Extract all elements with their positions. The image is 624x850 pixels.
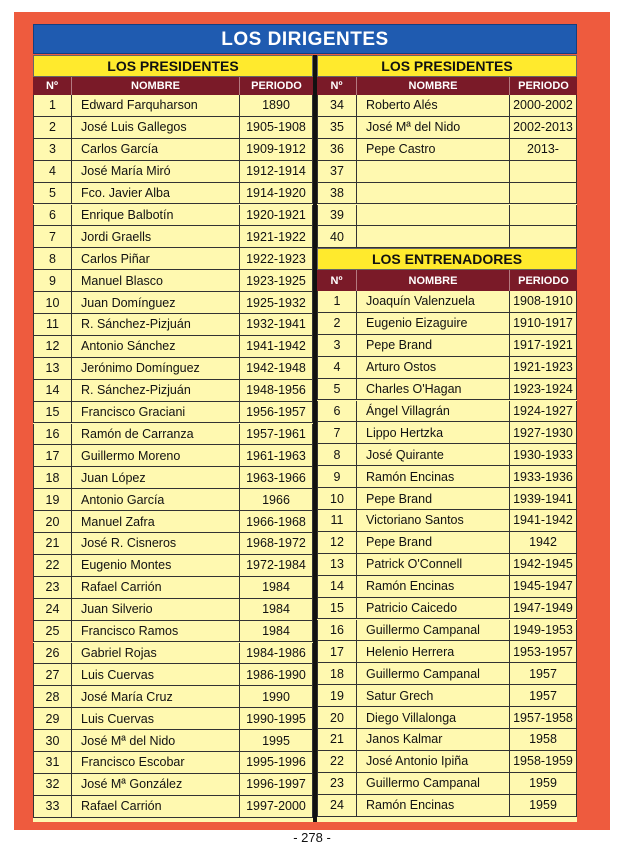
president-row xyxy=(317,183,577,205)
row-number: 15 xyxy=(33,402,72,424)
row-number: 2 xyxy=(33,117,72,139)
row-number: 10 xyxy=(33,292,72,314)
row-number: 8 xyxy=(317,444,357,466)
row-name xyxy=(357,226,510,248)
row-period: 1925-1932 xyxy=(240,292,313,314)
row-number: 24 xyxy=(317,795,357,817)
row-period: 1957-1961 xyxy=(240,424,313,446)
row-name: José R. Cisneros xyxy=(72,533,240,555)
coach-row xyxy=(317,357,577,379)
row-period: 1953-1957 xyxy=(510,641,577,663)
row-name: Juan Domínguez xyxy=(72,292,240,314)
coach-row xyxy=(317,510,577,532)
president-row xyxy=(317,226,577,248)
coach-row xyxy=(317,401,577,423)
row-name: Rafael Carrión xyxy=(72,796,240,818)
president-row xyxy=(33,511,313,533)
row-period: 1942 xyxy=(510,532,577,554)
president-row xyxy=(33,577,313,599)
row-number: 6 xyxy=(33,205,72,227)
row-number: 19 xyxy=(33,489,72,511)
president-row xyxy=(33,730,313,752)
row-name: Janos Kalmar xyxy=(357,729,510,751)
coach-row xyxy=(317,598,577,620)
row-number: 40 xyxy=(317,226,357,248)
row-period: 1958-1959 xyxy=(510,751,577,773)
row-number: 29 xyxy=(33,708,72,730)
row-period: 1905-1908 xyxy=(240,117,313,139)
row-period: 2000-2002 xyxy=(510,95,577,117)
row-period: 1984 xyxy=(240,599,313,621)
col-header-period: PERIODO xyxy=(251,80,302,92)
right-section-title-presidents: LOS PRESIDENTES xyxy=(317,55,577,77)
president-row xyxy=(33,664,313,686)
row-number: 10 xyxy=(317,488,357,510)
row-name: Charles O'Hagan xyxy=(357,379,510,401)
row-number: 13 xyxy=(33,358,72,380)
row-name: Victoriano Santos xyxy=(357,510,510,532)
row-period: 1948-1956 xyxy=(240,380,313,402)
president-row xyxy=(317,139,577,161)
row-name xyxy=(357,205,510,227)
coach-row xyxy=(317,532,577,554)
column-divider xyxy=(313,55,317,822)
president-row xyxy=(33,445,313,467)
row-number: 8 xyxy=(33,248,72,270)
row-number: 3 xyxy=(317,335,357,357)
row-name: Roberto Alés xyxy=(357,95,510,117)
coach-row xyxy=(317,576,577,598)
row-name: Manuel Blasco xyxy=(72,270,240,292)
row-period: 1923-1925 xyxy=(240,270,313,292)
row-period: 1923-1924 xyxy=(510,379,577,401)
row-period: 1997-2000 xyxy=(240,796,313,818)
col-header-period: PERIODO xyxy=(518,274,569,287)
page-number: - 278 - xyxy=(293,830,331,845)
row-name: Lippo Hertzka xyxy=(357,422,510,444)
row-number: 27 xyxy=(33,664,72,686)
coach-row xyxy=(317,663,577,685)
coach-row xyxy=(317,379,577,401)
president-row xyxy=(33,95,313,117)
row-period: 1927-1930 xyxy=(510,422,577,444)
row-number: 13 xyxy=(317,554,357,576)
row-number: 1 xyxy=(317,291,357,313)
coach-row xyxy=(317,641,577,663)
row-name: Pepe Brand xyxy=(357,335,510,357)
row-period: 1917-1921 xyxy=(510,335,577,357)
col-header-period: PERIODO xyxy=(518,80,569,92)
row-name: Juan López xyxy=(72,467,240,489)
row-name: Luis Cuervas xyxy=(72,708,240,730)
row-period xyxy=(510,183,577,205)
president-row xyxy=(33,314,313,336)
row-number: 18 xyxy=(33,467,72,489)
left-section-title: LOS PRESIDENTES xyxy=(33,55,313,77)
row-number: 22 xyxy=(317,751,357,773)
row-name: Enrique Balbotín xyxy=(72,205,240,227)
row-number: 25 xyxy=(33,621,72,643)
row-number: 9 xyxy=(317,466,357,488)
row-name: Fco. Javier Alba xyxy=(72,183,240,205)
row-number: 11 xyxy=(317,510,357,532)
coach-row xyxy=(317,554,577,576)
row-period: 1910-1917 xyxy=(510,313,577,335)
right-bottom-column-headers xyxy=(317,270,577,291)
row-period: 1961-1963 xyxy=(240,445,313,467)
row-name: Francisco Escobar xyxy=(72,752,240,774)
president-row xyxy=(33,270,313,292)
president-row xyxy=(33,533,313,555)
president-row xyxy=(33,489,313,511)
coach-row xyxy=(317,620,577,642)
president-row xyxy=(33,555,313,577)
row-name: Luis Cuervas xyxy=(72,664,240,686)
president-row xyxy=(33,621,313,643)
row-number: 12 xyxy=(33,336,72,358)
row-name: Carlos García xyxy=(72,139,240,161)
page-title: LOS DIRIGENTES xyxy=(33,24,577,54)
president-row xyxy=(317,205,577,227)
president-row xyxy=(33,292,313,314)
row-name: José Antonio Ipiña xyxy=(357,751,510,773)
row-name: Ramón de Carranza xyxy=(72,424,240,446)
row-period: 1957 xyxy=(510,663,577,685)
col-header-name: NOMBRE xyxy=(357,77,510,95)
row-period: 1939-1941 xyxy=(510,488,577,510)
row-name: R. Sánchez-Pizjuán xyxy=(72,314,240,336)
row-period: 1912-1914 xyxy=(240,161,313,183)
coach-row xyxy=(317,313,577,335)
president-row xyxy=(33,774,313,796)
row-name xyxy=(357,183,510,205)
row-period: 1908-1910 xyxy=(510,291,577,313)
coach-row xyxy=(317,751,577,773)
president-row xyxy=(33,424,313,446)
row-period: 1990-1995 xyxy=(240,708,313,730)
president-row xyxy=(33,205,313,227)
row-number: 22 xyxy=(33,555,72,577)
row-period: 1959 xyxy=(510,795,577,817)
row-number: 20 xyxy=(33,511,72,533)
right-top-column-headers xyxy=(317,77,577,95)
col-header-num: Nº xyxy=(317,77,357,95)
row-number: 34 xyxy=(317,95,357,117)
row-name: R. Sánchez-Pizjuán xyxy=(72,380,240,402)
row-name: Juan Silverio xyxy=(72,599,240,621)
row-period: 1990 xyxy=(240,686,313,708)
row-name: Eugenio Eizaguire xyxy=(357,313,510,335)
coach-row xyxy=(317,291,577,313)
row-period: 1966 xyxy=(240,489,313,511)
row-period: 1968-1972 xyxy=(240,533,313,555)
coach-row xyxy=(317,488,577,510)
row-period: 1922-1923 xyxy=(240,248,313,270)
row-name: José Mª del Nido xyxy=(72,730,240,752)
coach-row xyxy=(317,729,577,751)
row-period: 1957-1958 xyxy=(510,707,577,729)
row-name: Ramón Encinas xyxy=(357,795,510,817)
row-number: 9 xyxy=(33,270,72,292)
row-number: 31 xyxy=(33,752,72,774)
row-period: 1890 xyxy=(240,95,313,117)
president-row xyxy=(33,226,313,248)
row-name: Pepe Brand xyxy=(357,532,510,554)
row-period: 1945-1947 xyxy=(510,576,577,598)
row-period: 1914-1920 xyxy=(240,183,313,205)
president-row xyxy=(33,643,313,665)
row-name: José Luis Gallegos xyxy=(72,117,240,139)
row-name: Ángel Villagrán xyxy=(357,401,510,423)
president-row xyxy=(33,599,313,621)
row-name: José Mª González xyxy=(72,774,240,796)
row-period: 2013- xyxy=(510,139,577,161)
col-header-num: Nº xyxy=(317,270,357,291)
president-row xyxy=(33,686,313,708)
row-period: 1996-1997 xyxy=(240,774,313,796)
col-header-name: NOMBRE xyxy=(72,77,240,95)
row-number: 16 xyxy=(33,424,72,446)
row-number: 35 xyxy=(317,117,357,139)
row-period: 1966-1968 xyxy=(240,511,313,533)
row-name xyxy=(357,161,510,183)
left-column-headers xyxy=(33,77,313,95)
row-period: 1963-1966 xyxy=(240,467,313,489)
row-number: 38 xyxy=(317,183,357,205)
row-name: Carlos Piñar xyxy=(72,248,240,270)
row-period: 1921-1923 xyxy=(510,357,577,379)
row-name: Ramón Encinas xyxy=(357,576,510,598)
row-name: Gabriel Rojas xyxy=(72,643,240,665)
row-number: 3 xyxy=(33,139,72,161)
row-name: Rafael Carrión xyxy=(72,577,240,599)
row-name: Antonio Sánchez xyxy=(72,336,240,358)
president-row xyxy=(33,796,313,818)
row-number: 7 xyxy=(33,226,72,248)
row-name: Ramón Encinas xyxy=(357,466,510,488)
row-name: Manuel Zafra xyxy=(72,511,240,533)
row-number: 17 xyxy=(317,641,357,663)
row-period: 1957 xyxy=(510,685,577,707)
row-name: Francisco Ramos xyxy=(72,621,240,643)
row-number: 23 xyxy=(317,773,357,795)
row-period: 2002-2013 xyxy=(510,117,577,139)
row-number: 17 xyxy=(33,445,72,467)
coach-row xyxy=(317,444,577,466)
row-number: 39 xyxy=(317,205,357,227)
row-period: 1984 xyxy=(240,621,313,643)
row-number: 21 xyxy=(317,729,357,751)
president-row xyxy=(33,161,313,183)
row-name: Pepe Castro xyxy=(357,139,510,161)
president-row xyxy=(33,139,313,161)
col-header-name: NOMBRE xyxy=(357,270,510,291)
row-period: 1984-1986 xyxy=(240,643,313,665)
president-row xyxy=(33,248,313,270)
coach-row xyxy=(317,795,577,817)
row-number: 12 xyxy=(317,532,357,554)
row-period: 1949-1953 xyxy=(510,620,577,642)
row-number: 30 xyxy=(33,730,72,752)
row-period: 1909-1912 xyxy=(240,139,313,161)
row-period: 1942-1948 xyxy=(240,358,313,380)
row-number: 4 xyxy=(317,357,357,379)
row-number: 16 xyxy=(317,620,357,642)
row-number: 23 xyxy=(33,577,72,599)
row-period: 1995 xyxy=(240,730,313,752)
row-period: 1986-1990 xyxy=(240,664,313,686)
row-number: 7 xyxy=(317,422,357,444)
row-name: Guillermo Moreno xyxy=(72,445,240,467)
coach-row xyxy=(317,707,577,729)
coach-row xyxy=(317,335,577,357)
row-number: 33 xyxy=(33,796,72,818)
row-number: 28 xyxy=(33,686,72,708)
coach-row xyxy=(317,422,577,444)
row-period: 1921-1922 xyxy=(240,226,313,248)
president-row xyxy=(33,380,313,402)
president-row xyxy=(33,467,313,489)
row-name: Eugenio Montes xyxy=(72,555,240,577)
row-name: José María Miró xyxy=(72,161,240,183)
row-name: Helenio Herrera xyxy=(357,641,510,663)
row-name: Guillermo Campanal xyxy=(357,773,510,795)
row-period: 1942-1945 xyxy=(510,554,577,576)
row-number: 19 xyxy=(317,685,357,707)
president-row xyxy=(317,95,577,117)
row-name: Edward Farquharson xyxy=(72,95,240,117)
row-number: 32 xyxy=(33,774,72,796)
row-name: Jordi Graells xyxy=(72,226,240,248)
coach-row xyxy=(317,466,577,488)
row-name: Pepe Brand xyxy=(357,488,510,510)
row-period: 1947-1949 xyxy=(510,598,577,620)
row-period xyxy=(510,161,577,183)
row-period: 1924-1927 xyxy=(510,401,577,423)
row-period: 1933-1936 xyxy=(510,466,577,488)
coach-row xyxy=(317,773,577,795)
col-header-num: Nº xyxy=(33,77,72,95)
row-number: 15 xyxy=(317,598,357,620)
row-period xyxy=(510,205,577,227)
president-row xyxy=(33,183,313,205)
row-period xyxy=(510,226,577,248)
row-period: 1995-1996 xyxy=(240,752,313,774)
row-number: 37 xyxy=(317,161,357,183)
president-row xyxy=(317,117,577,139)
row-period: 1959 xyxy=(510,773,577,795)
row-name: José María Cruz xyxy=(72,686,240,708)
row-number: 14 xyxy=(33,380,72,402)
row-period: 1958 xyxy=(510,729,577,751)
row-name: Satur Grech xyxy=(357,685,510,707)
row-period: 1941-1942 xyxy=(510,510,577,532)
row-name: José Mª del Nido xyxy=(357,117,510,139)
row-name: Arturo Ostos xyxy=(357,357,510,379)
row-period: 1932-1941 xyxy=(240,314,313,336)
row-period: 1941-1942 xyxy=(240,336,313,358)
row-number: 20 xyxy=(317,707,357,729)
row-number: 26 xyxy=(33,643,72,665)
row-number: 6 xyxy=(317,401,357,423)
row-number: 18 xyxy=(317,663,357,685)
row-period: 1930-1933 xyxy=(510,444,577,466)
row-period: 1972-1984 xyxy=(240,555,313,577)
row-period: 1984 xyxy=(240,577,313,599)
president-row xyxy=(33,708,313,730)
row-name: José Quirante xyxy=(357,444,510,466)
row-number: 5 xyxy=(317,379,357,401)
row-number: 5 xyxy=(33,183,72,205)
row-number: 24 xyxy=(33,599,72,621)
row-number: 36 xyxy=(317,139,357,161)
row-name: Guillermo Campanal xyxy=(357,663,510,685)
right-section-title-coaches: LOS ENTRENADORES xyxy=(317,248,577,270)
row-number: 14 xyxy=(317,576,357,598)
president-row xyxy=(33,752,313,774)
row-period: 1920-1921 xyxy=(240,205,313,227)
row-name: Francisco Graciani xyxy=(72,402,240,424)
row-name: Patricio Caicedo xyxy=(357,598,510,620)
row-number: 2 xyxy=(317,313,357,335)
row-name: Antonio García xyxy=(72,489,240,511)
row-name: Patrick O'Connell xyxy=(357,554,510,576)
president-row xyxy=(33,117,313,139)
row-number: 21 xyxy=(33,533,72,555)
president-row xyxy=(33,336,313,358)
row-name: Guillermo Campanal xyxy=(357,620,510,642)
row-number: 1 xyxy=(33,95,72,117)
row-number: 4 xyxy=(33,161,72,183)
president-row xyxy=(317,161,577,183)
row-name: Diego Villalonga xyxy=(357,707,510,729)
president-row xyxy=(33,358,313,380)
coach-row xyxy=(317,685,577,707)
row-period: 1956-1957 xyxy=(240,402,313,424)
row-number: 11 xyxy=(33,314,72,336)
row-name: Jerónimo Domínguez xyxy=(72,358,240,380)
president-row xyxy=(33,402,313,424)
row-name: Joaquín Valenzuela xyxy=(357,291,510,313)
